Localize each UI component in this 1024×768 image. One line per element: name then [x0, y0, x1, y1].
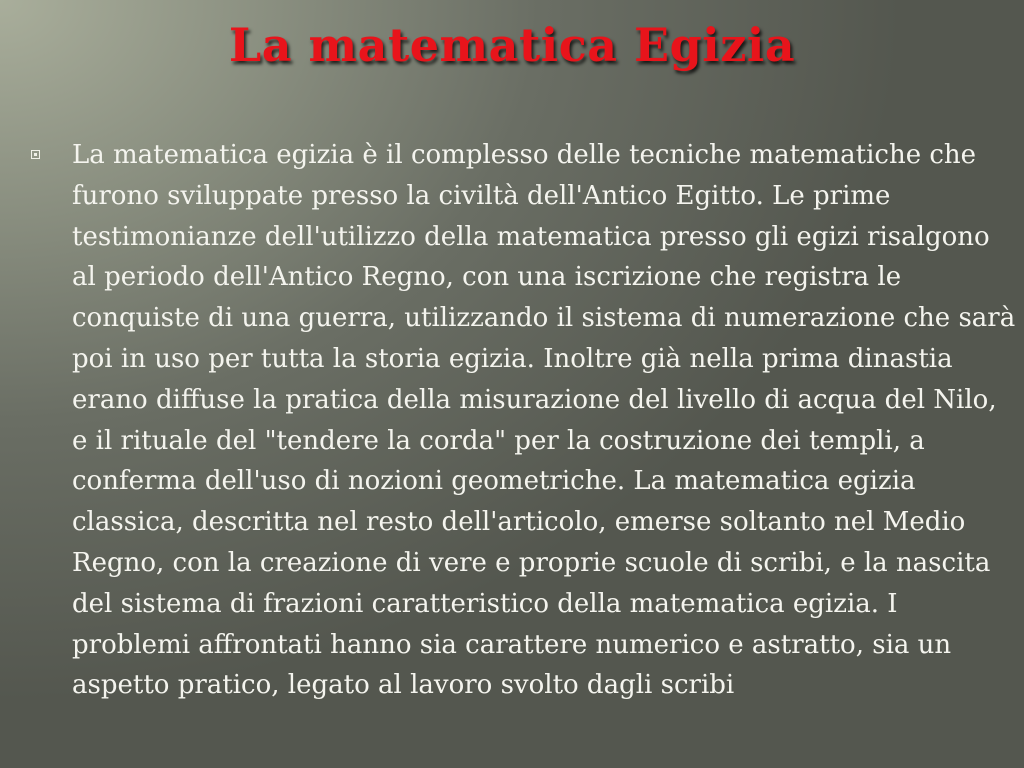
bullet-text: La matematica egizia è il complesso delle tecniche matematiche che furono sviluppate presso la civiltà dell'Antico Egitto. Le prime testimonianze dell'utilizzo della matematica presso gli egizi risalgono al periodo dell'Antico Regno, con una iscrizione che registra le conquiste di una guerra, utilizzando il sistema di numerazione che sarà poi in uso per tutta la storia egizia. Inoltre già nella prima dinastia erano diffuse la pratica della misurazione del livello di acqua del Nilo, e il rituale del "tendere la corda" per la costruzione dei templi, a conferma dell'uso di nozioni geometriche. La matematica egizia classica, descritta nel resto dell'articolo, emerse soltanto nel Medio Regno, con la creazione di vere e proprie scuole di scribi, e la nascita del sistema di frazioni caratteristico della matematica egizia. I problemi affrontati hanno sia carattere numerico e astratto, sia un aspetto pratico, legato al lavoro svolto dagli scribi — [72, 140, 1016, 701]
slide-title: La matematica Egizia — [228, 18, 796, 72]
square-bullet-icon — [31, 150, 40, 159]
